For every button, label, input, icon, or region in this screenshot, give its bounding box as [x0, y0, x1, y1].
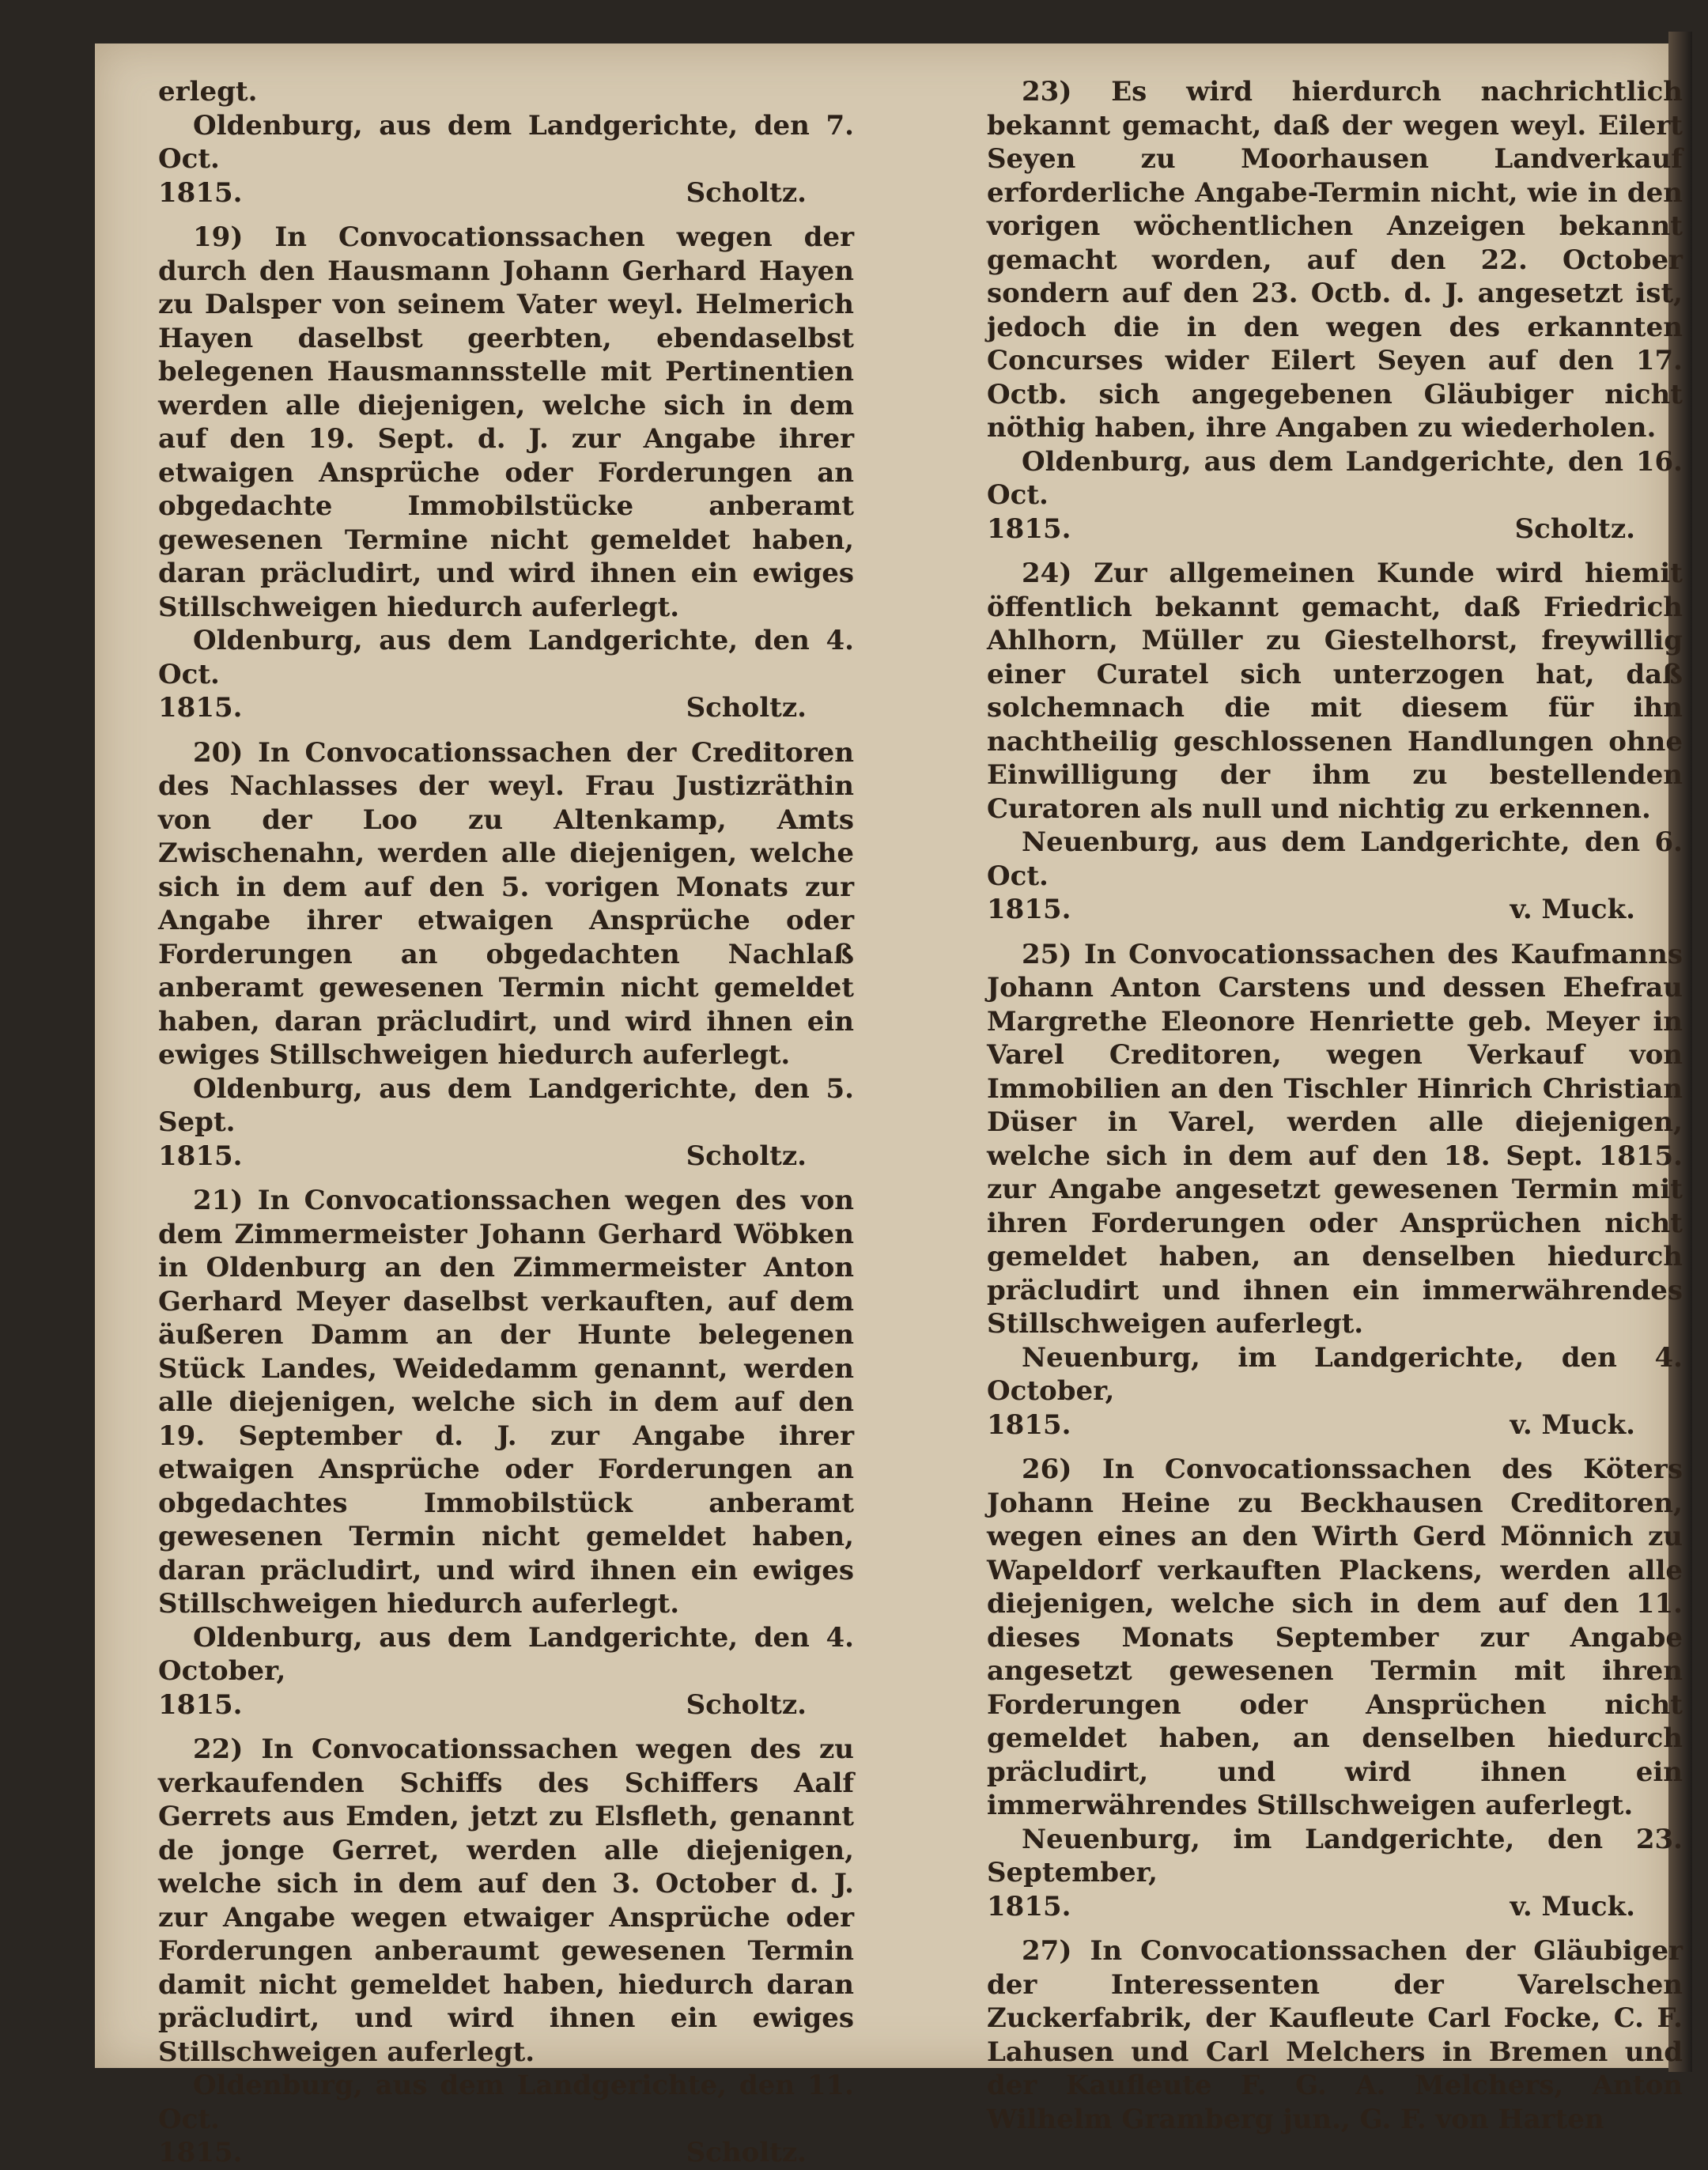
signature-line — [987, 893, 1683, 927]
notice-entry: 24) Zur allgemeinen Kunde wird hiemit öffentlich bekannt gemacht, daß Friedrich Ahlhorn, Müller zu Giestelhorst, freywillig einer Curatel sich unterzogen hat, daß solchemnach die mit diesem für ihn nachtheilig geschlossenen Handlungen ohne Einwilligung der ihm zu bestellenden Curatoren als null und nichtig zu erkennen. — [987, 558, 1683, 825]
signature-name: Scholtz. — [686, 2137, 807, 2168]
right-column — [987, 75, 1683, 2136]
signature-year: 1815. — [158, 176, 243, 209]
notice-dateline: Neuenburg, aus dem Landgerichte, den 6. Oct. — [987, 826, 1683, 892]
notice-entry: 21) In Convocationssachen wegen des von dem Zimmermeister Johann Gerhard Wöbken in Oldenburg an den Zimmermeister Anton Gerhard Meyer daselbst verkauften, auf dem äußeren Damm an der Hunte belegenen Stück Landes, Weidedamm genannt, werden alle diejenigen, welche sich in dem auf den 19. September d. J. zur Angabe ihrer etwaigen Ansprüche oder Forderungen an obgedachtes Immobilstück anberamt gewesenen Termin nicht gemeldet haben, daran präcludirt, und wird ihnen ein ewiges Stillschweigen hiedurch auferlegt. — [158, 1185, 854, 1620]
notice-entry: 20) In Convocationssachen der Creditoren des Nachlasses der weyl. Frau Justizräthin von der Loo zu Altenkamp, Amts Zwischenahn, werden alle diejenigen, welche sich in dem auf den 5. vorigen Monats zur Angabe ihrer etwaigen Ansprüche oder Forderungen an obgedachten Nachlaß anberamt gewesenen Termin nicht gemeldet haben, daran präcludirt, und wird ihnen ein ewiges Stillschweigen hiedurch auferlegt. — [158, 736, 854, 1071]
signature-line — [158, 691, 854, 725]
notice-entry: 27) In Convocationssachen der Gläubiger der Interessenten der Varelschen Zuckerfabrik, der Kaufleute Carl Focke, C. F. Lahusen und Carl Melchers in Bremen und der Kaufleute F. G. A. Melchers, Anton Wilhelm Gramberg jun., G. F. von Harten — [987, 1935, 1683, 2135]
signature-name: Scholtz. — [1514, 512, 1635, 545]
signature-name: Scholtz. — [686, 176, 807, 209]
signature-year: 1815. — [987, 894, 1071, 925]
notice-entry: 22) In Convocationssachen wegen des zu verkaufenden Schiffs des Schiffers Aalf Gerrets aus Emden, jetzt zu Elsfleth, genannt de jonge Gerret, werden alle diejenigen, welche sich in dem auf den 3. October d. J. zur Angabe wegen etwaiger Ansprüche oder Forderungen anberaumt gewesenen Termin damit nicht gemeldet haben, hiedurch daran präcludirt, und wird ihnen ein ewiges Stillschweigen auferlegt. — [158, 1733, 854, 2068]
signature-year: 1815. — [987, 1890, 1071, 1922]
signature-name: v. Muck. — [1510, 894, 1635, 925]
signature-name: v. Muck. — [1510, 1890, 1635, 1922]
signature-name: v. Muck. — [1510, 1408, 1635, 1441]
signature-line — [158, 1140, 854, 1174]
notice-dateline: Oldenburg, aus dem Landgerichte, den 4. Oct. — [158, 625, 854, 690]
notice-dateline: Neuenburg, im Landgerichte, den 4. October, — [987, 1341, 1683, 1407]
signature-line — [158, 176, 854, 210]
signature-year: 1815. — [158, 692, 243, 724]
notice-dateline: Oldenburg, aus dem Landgerichte, den 16. Oct. — [987, 445, 1683, 511]
signature-year: 1815. — [987, 512, 1071, 545]
signature-line — [987, 512, 1683, 546]
notice-entry: 26) In Convocationssachen des Köters Johann Heine zu Beckhausen Creditoren, wegen eines an den Wirth Gerd Mönnich zu Wapeldorf verkauften Plackens, werden alle diejenigen, welche sich in dem auf den 11. dieses Monats September zur Angabe angesetzt gewesenen Termin mit ihren Forderungen oder Ansprüchen nicht gemeldet haben, an denselben hiedurch präcludirt, und wird ihnen ein immerwährendes Stillschweigen auferlegt. — [987, 1454, 1683, 1821]
signature-line — [987, 1408, 1683, 1442]
notice-dateline: Oldenburg, aus dem Landgerichte, den 7. Oct. — [158, 109, 854, 175]
signature-name: Scholtz. — [686, 1140, 807, 1172]
notice-dateline: Oldenburg, aus dem Landgerichte, den 5. Sept. — [158, 1072, 854, 1138]
notice-dateline: Oldenburg, aus dem Landgerichte, den 4. October, — [158, 1621, 854, 1687]
signature-year: 1815. — [158, 1140, 243, 1172]
signature-year: 1815. — [987, 1408, 1071, 1441]
notice-entry: 25) In Convocationssachen des Kaufmanns Johann Anton Carstens und dessen Ehefrau Margrethe Eleonore Henriette geb. Meyer in Varel Creditoren, wegen Verkauf von Immobilien an den Tischler Hinrich Christian Düser in Varel, werden alle diejenigen, welche sich in dem auf den 18. Sept. 1815. zur Angabe angesetzt gewesenen Termin mit ihren Forderungen oder Ansprüchen nicht gemeldet haben, an denselben hiedurch präcludirt und ihnen ein immerwährendes Stillschweigen auferlegt. — [987, 938, 1683, 1340]
notice-dateline: Neuenburg, im Landgerichte, den 23. September, — [987, 1823, 1683, 1888]
notice-dateline: Oldenburg, aus dem Landgerichte, den 11. Oct. — [158, 2070, 854, 2135]
notice-entry: 23) Es wird hierdurch nachrichtlich bekannt gemacht, daß der wegen weyl. Eilert Seyen zu Moorhausen Landverkauf erforderliche Angabe-Termin nicht, wie in den vorigen wöchentlichen Anzeigen bekannt gemacht worden, auf den 22. October sondern auf den 23. Octb. d. J. angesetzt ist, jedoch die in den wegen des erkannten Concurses wider Eilert Seyen auf den 17. Octb. sich angegebenen Gläubiger nicht nöthig haben, ihre Angaben zu wiederholen. — [987, 76, 1683, 444]
signature-line — [987, 1890, 1683, 1924]
signature-line — [158, 2136, 854, 2170]
signature-year: 1815. — [158, 1688, 243, 1721]
signature-name: Scholtz. — [686, 1688, 807, 1721]
notice-entry: 19) In Convocationssachen wegen der durch den Hausmann Johann Gerhard Hayen zu Dalsper von seinem Vater weyl. Helmerich Hayen daselbst geerbten, ebendaselbst belegenen Hausmannsstelle mit Pertinentien werden alle diejenigen, welche sich in dem auf den 19. Sept. d. J. zur Angabe ihrer etwaigen Ansprüche oder Forderungen an obgedachte Immobilstücke anberamt gewesenen Termine nicht gemeldet haben, daran präcludirt, und wird ihnen ein ewiges Stillschweigen hiedurch auferlegt. — [158, 221, 854, 623]
signature-year: 1815. — [158, 2137, 243, 2168]
signature-name: Scholtz. — [686, 692, 807, 724]
left-column — [158, 75, 854, 2170]
text-fragment: erlegt. — [158, 76, 258, 108]
signature-line — [158, 1688, 854, 1722]
